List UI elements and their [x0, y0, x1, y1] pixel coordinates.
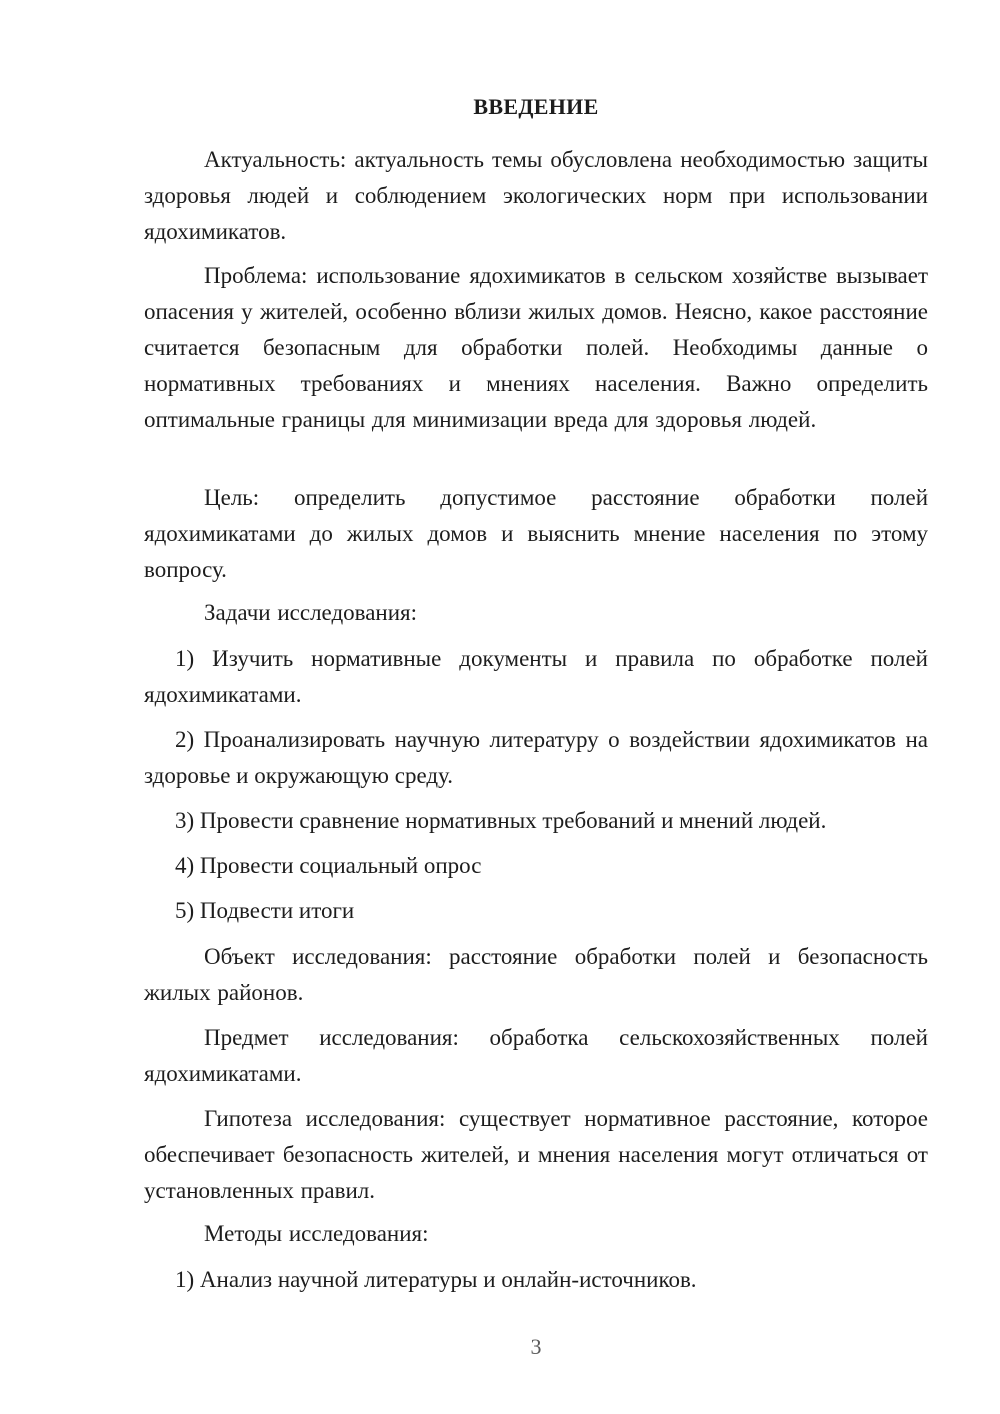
- methods-heading: Методы исследования:: [204, 1221, 429, 1246]
- method-item-1: 1) Анализ научной литературы и онлайн-источников.: [175, 1267, 697, 1292]
- relevance-paragraph: Актуальность: актуальность темы обусловлена необходимостью защиты здоровья людей и соблюдением экологических норм при использовании ядохимикатов.: [144, 147, 928, 244]
- task-item-2: 2) Проанализировать научную литературу о воздействии ядохимикатов на здоровье и окружающую среду.: [144, 727, 928, 788]
- task-item-4: 4) Провести социальный опрос: [175, 853, 482, 878]
- page-number: 3: [530, 1334, 542, 1359]
- task-item-1: 1) Изучить нормативные документы и правила по обработке полей ядохимикатами.: [144, 646, 928, 707]
- section-title: ВВЕДЕНИЕ: [473, 94, 599, 119]
- subject-paragraph: Предмет исследования: обработка сельскохозяйственных полей ядохимикатами.: [144, 1025, 928, 1086]
- goal-paragraph: Цель: определить допустимое расстояние обработки полей ядохимикатами до жилых домов и выяснить мнение населения по этому вопросу.: [144, 485, 928, 582]
- hypothesis-paragraph: Гипотеза исследования: существует нормативное расстояние, которое обеспечивает безопасность жителей, и мнения населения могут отличаться от установленных правил.: [144, 1106, 928, 1203]
- tasks-heading: Задачи исследования:: [204, 600, 418, 625]
- problem-paragraph: Проблема: использование ядохимикатов в сельском хозяйстве вызывает опасения у жителей, особенно вблизи жилых домов. Неясно, какое расстояние считается безопасным для обработки полей. Необходимы данные о нормативных требованиях и мнениях населения. Важно определить оптимальные границы для минимизации вреда для здоровья людей.: [144, 263, 928, 432]
- task-item-3: 3) Провести сравнение нормативных требований и мнений людей.: [175, 808, 827, 833]
- task-item-5: 5) Подвести итоги: [175, 898, 355, 923]
- object-paragraph: Объект исследования: расстояние обработки полей и безопасность жилых районов.: [144, 944, 928, 1005]
